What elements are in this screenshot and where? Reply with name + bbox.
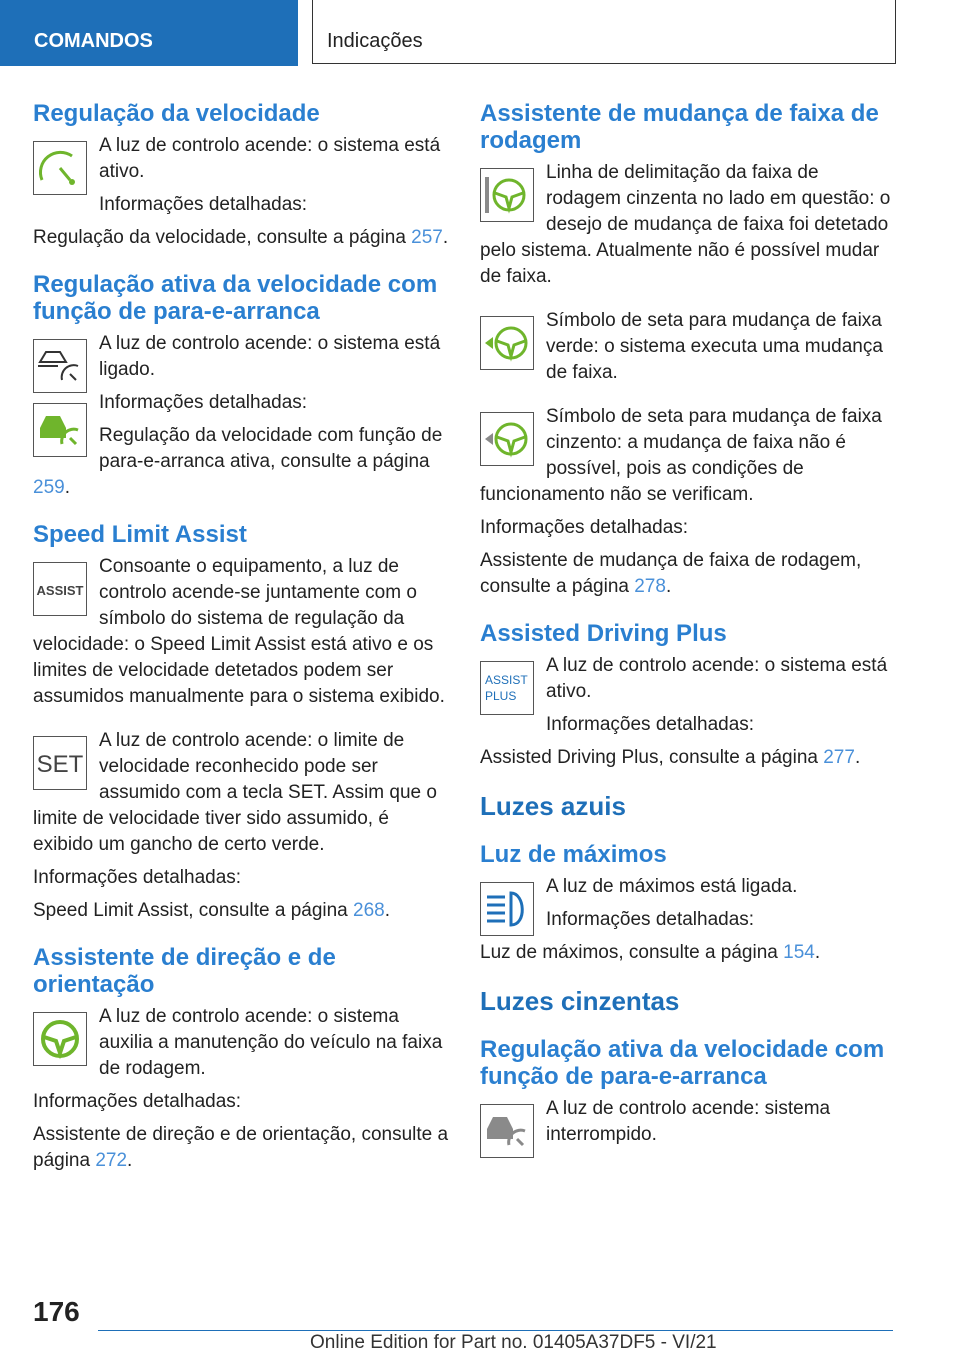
footer-divider (98, 1330, 893, 1331)
section-title: Regulação ativa da velocidade com função de para-e-arranca (480, 1036, 885, 1090)
section-steering-assistant (33, 944, 451, 1174)
paragraph: A luz de controlo acende: o sistema está ligado. (99, 333, 441, 380)
section-active-cruise-stop-go (33, 271, 451, 501)
lane-change-grey-arrow-icon (480, 412, 534, 466)
page-link[interactable]: 278 (634, 576, 666, 597)
assist-icon-label: ASSIST (36, 583, 84, 598)
section-title: Regulação da velocidade (33, 100, 320, 127)
page-number: 176 (33, 1296, 80, 1327)
page-link[interactable]: 272 (95, 1150, 128, 1171)
reference-text: Regulação da velocidade, consulte a página (33, 227, 412, 248)
section-speed-limit-assist (33, 521, 451, 924)
section-blue-lights (480, 791, 898, 966)
cruise-stop-go-grey-icon (33, 339, 87, 393)
chapter-heading: Luzes cinzentas (480, 986, 680, 1016)
paragraph: A luz de controlo acende: o sistema está ativo. (99, 135, 441, 182)
info-label: Informações detalhadas: (33, 867, 242, 888)
assist-plus-label-1: ASSIST (485, 673, 528, 687)
reference-text: Luz de máximos, consulte a página (480, 942, 784, 963)
section-assisted-driving-plus (480, 620, 898, 771)
paragraph: A luz de máximos está ligada. (546, 876, 798, 897)
cruise-stop-go-interrupted-icon (480, 1104, 534, 1158)
high-beam-icon (480, 882, 534, 936)
page-link[interactable]: 259 (33, 477, 65, 498)
right-column (480, 100, 898, 1182)
info-label: Informações detalhadas: (480, 517, 689, 538)
paragraph: A luz de controlo acende: o sistema auxilia a manutenção do veículo na faixa de rodagem. (99, 1006, 443, 1079)
chapter-heading: Luzes azuis (480, 791, 626, 821)
paragraph: A luz de controlo acende: o limite de velocidade reconhecido pode ser assumido com a tecla SET. Assim que o limite de velocidade tiver sido assumido, é exibido um gancho de certo verde. (33, 730, 437, 855)
cruise-stop-go-green-icon (33, 403, 87, 457)
section-title: Assisted Driving Plus (480, 620, 727, 647)
info-label: Informações detalhadas: (99, 194, 308, 215)
lane-change-grey-line-icon (480, 168, 534, 222)
paragraph: A luz de controlo acende: o sistema está ativo. (546, 655, 888, 702)
left-column (33, 100, 451, 1194)
reference-text: Assistente de direção e de orientação, consulte a página (33, 1124, 449, 1171)
reference-text: Speed Limit Assist, consulte a página (33, 900, 354, 921)
header-section: COMANDOS (0, 0, 298, 66)
assist-plus-label-2: PLUS (485, 689, 517, 703)
assist-indicator-icon (33, 562, 87, 616)
page-link[interactable]: 277 (823, 747, 855, 768)
paragraph: Consoante o equipamento, a luz de controlo acende-se juntamente com o símbolo do sistema de regulação da velocidade: o Speed Limit Assist está ativo e os limites de velocidade detetados podem ser assumidos manualmente para o sistema exibido. (33, 556, 445, 707)
reference-text: Assistente de mudança de faixa de rodagem, consulte a página (480, 550, 862, 597)
section-title: Assistente de mudança de faixa de rodagem (480, 100, 879, 154)
reference-text: Regulação da velocidade com função de para-e-arranca ativa, consulte a página (99, 425, 443, 472)
info-label: Informações detalhadas: (546, 714, 755, 735)
section-title: Luz de máximos (480, 841, 667, 868)
punctuation: . (384, 900, 391, 921)
page-link[interactable]: 257 (411, 227, 443, 248)
section-lane-change-assistant (480, 100, 898, 600)
punctuation: . (127, 1150, 133, 1171)
speedometer-green-icon (33, 141, 87, 195)
page-link[interactable]: 154 (783, 942, 815, 963)
punctuation: . (442, 227, 449, 248)
punctuation: . (665, 576, 672, 597)
section-speed-regulation (33, 100, 451, 251)
steering-wheel-green-icon (33, 1012, 87, 1066)
assist-plus-icon (480, 661, 534, 715)
punctuation: . (814, 942, 821, 963)
info-label: Informações detalhadas: (99, 392, 308, 413)
punctuation: . (854, 747, 861, 768)
info-label: Informações detalhadas: (33, 1091, 242, 1112)
info-label: Informações detalhadas: (546, 909, 755, 930)
set-icon-label: SET (36, 751, 84, 778)
page-link[interactable]: 268 (353, 900, 385, 921)
set-indicator-icon (33, 736, 87, 790)
reference-text: Assisted Driving Plus, consulte a página (480, 747, 824, 768)
header-subsection: Indicações (312, 0, 896, 64)
paragraph: Símbolo de seta para mudança de faixa cinzento: a mudança de faixa não é possível, pois as condições de funcionamento não se verificam. (480, 406, 882, 505)
paragraph: A luz de controlo acende: sistema interrompido. (546, 1098, 831, 1145)
section-title: Regulação ativa da velocidade com função de para-e-arranca (33, 271, 438, 325)
section-title: Assistente de direção e de orientação (33, 944, 336, 998)
paragraph: Símbolo de seta para mudança de faixa verde: o sistema executa uma mudança de faixa. (546, 310, 883, 383)
paragraph: Linha de delimitação da faixa de rodagem cinzenta no lado em questão: o desejo de mudança de faixa foi detetado pelo sistema. Atualmente não é possível mudar de faixa. (480, 162, 891, 287)
lane-change-green-arrow-icon (480, 316, 534, 370)
edition-text: Online Edition for Part no. 01405A37DF5 - VI/21 (310, 1332, 717, 1353)
section-grey-lights (480, 986, 898, 1162)
section-title: Speed Limit Assist (33, 521, 247, 548)
punctuation: . (64, 477, 70, 498)
